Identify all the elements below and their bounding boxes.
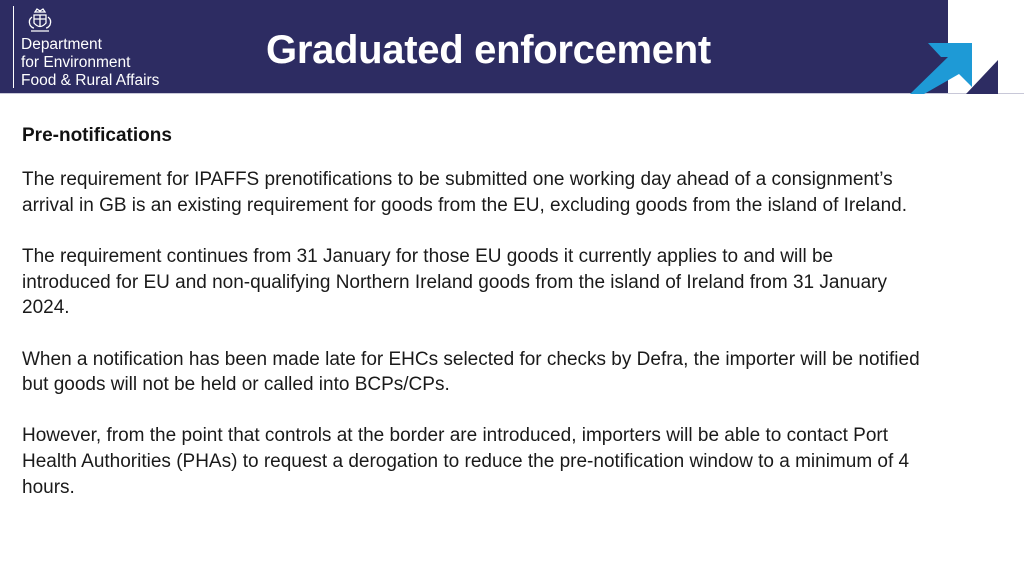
department-name-line-3: Food & Rural Affairs xyxy=(21,72,160,89)
royal-crest-icon xyxy=(25,6,55,36)
department-name-line-2: for Environment xyxy=(21,54,131,71)
paragraph-1: The requirement for IPAFFS prenotifications to be submitted one working day ahead of a consignment’s arrival in GB is an existing requirement for goods from the EU, excluding goods from the island of Ireland. xyxy=(22,169,907,216)
paragraph-2: The requirement continues from 31 January for those EU goods it currently applies to and will be introduced for EU and non-qualifying Northern Ireland goods from the island of Ireland from 31 January 2024. xyxy=(22,245,887,319)
paragraph-3: When a notification has been made late for EHCs selected for checks by Defra, the importer will be notified but goods will not be held or called into BCPs/CPs. xyxy=(22,348,920,396)
main-content xyxy=(22,125,922,526)
department-name-line-1: Department xyxy=(21,36,102,53)
header-band xyxy=(0,0,948,93)
page-title: Graduated enforcement xyxy=(266,28,711,72)
section-heading: Pre-notifications xyxy=(22,125,172,146)
header-divider xyxy=(0,93,1024,94)
defra-logo xyxy=(13,6,159,88)
paragraph-4: However, from the point that controls at the border are introduced, importers will be able to contact Port Health Authorities (PHAs) to request a derogation to reduce the pre-notification window to a minimum of 4 hours. xyxy=(22,425,910,498)
upward-arrow-logo-icon xyxy=(910,26,1000,94)
